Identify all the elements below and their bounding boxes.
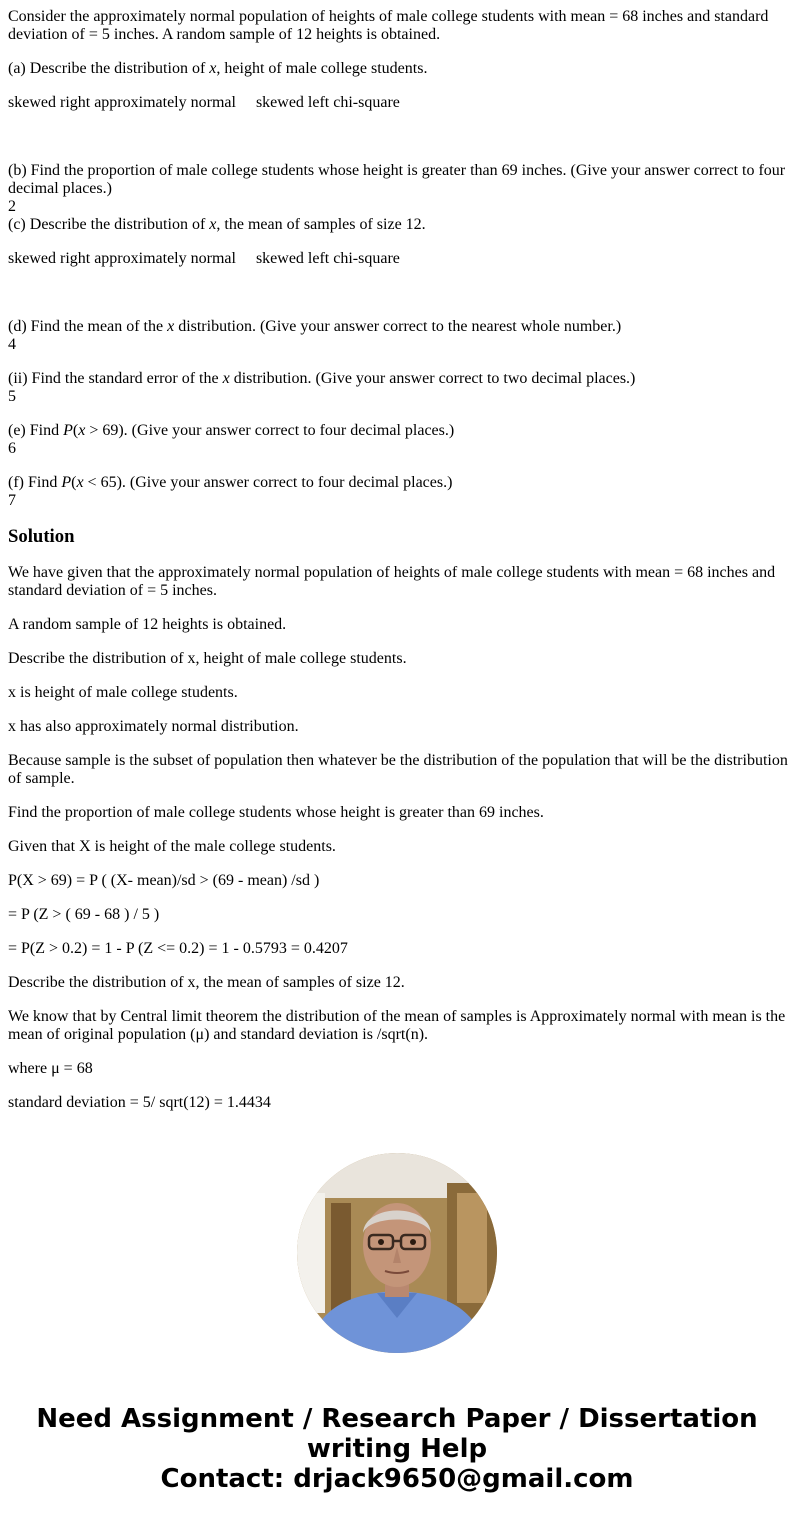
question-e-p: P xyxy=(63,422,73,439)
question-d-answer[interactable]: 4 xyxy=(8,336,16,353)
solution-heading: Solution xyxy=(8,526,75,547)
question-d2-var: x xyxy=(222,370,230,387)
question-c-prefix: (c) Describe the distribution of xyxy=(8,216,210,233)
question-f-prefix: (f) Find xyxy=(8,474,62,491)
solution-paragraph: Describe the distribution of x, height of male college students. xyxy=(8,650,407,667)
question-d2-answer[interactable]: 5 xyxy=(8,388,16,405)
question-b-answer[interactable]: 2 xyxy=(8,198,16,215)
question-a-var: x xyxy=(209,60,217,77)
question-a-prefix: (a) Describe the distribution of xyxy=(8,60,210,77)
question-d2-suffix: distribution. (Give your answer correct to two decimal places.) xyxy=(229,370,636,387)
solution-paragraph: Describe the distribution of x, the mean of samples of size 12. xyxy=(8,974,405,991)
question-a xyxy=(8,60,788,78)
solution-paragraph: We have given that the approximately normal population of heights of male college students with mean = 68 inches and standard deviation of = 5 inches. xyxy=(8,564,776,599)
question-d-prefix: (d) Find the mean of the xyxy=(8,318,168,335)
question-f-p: P xyxy=(61,474,72,491)
solution-paragraph: x is height of male college students. xyxy=(8,684,238,701)
solution-paragraph: x has also approximately normal distribution. xyxy=(8,718,299,735)
question-b: (b) Find the proportion of male college students whose height is greater than 69 inches. (Give your answer correct to four decimal places.) xyxy=(8,162,786,197)
question-d2-prefix: (ii) Find the standard error of the xyxy=(8,370,223,387)
solution-paragraph: Because sample is the subset of population then whatever be the distribution of the population that will be the distribution of sample. xyxy=(8,752,788,787)
question-f-open: ( xyxy=(71,474,77,491)
spacer xyxy=(8,128,788,162)
question-a-suffix: , height of male college students. xyxy=(216,60,428,77)
question-e xyxy=(8,422,788,440)
solution-paragraph: We know that by Central limit theorem the distribution of the mean of samples is Approximately normal with mean is the mean of original population (μ) and standard deviation is /sqrt(n). xyxy=(8,1008,786,1043)
solution-paragraph: Given that X is height of the male college students. xyxy=(8,838,336,855)
spacer xyxy=(8,284,788,318)
question-e-open: ( xyxy=(72,422,79,439)
question-e-answer[interactable]: 6 xyxy=(8,440,16,457)
solution-paragraph: standard deviation = 5/ sqrt(12) = 1.4434 xyxy=(8,1094,271,1111)
promo-contact[interactable]: Contact: drjack9650@gmail.com xyxy=(160,1464,634,1494)
solution-paragraph: = P (Z > ( 69 - 68 ) / 5 ) xyxy=(8,906,160,923)
solution-paragraph: Find the proportion of male college students whose height is greater than 69 inches. xyxy=(8,804,544,821)
question-e-prefix: (e) Find xyxy=(8,422,64,439)
question-e-rest: > 69). (Give your answer correct to four decimal places.) xyxy=(85,422,455,439)
promo-banner xyxy=(0,1404,794,1494)
solution-paragraph: where μ = 68 xyxy=(8,1060,93,1077)
question-d2 xyxy=(8,370,788,388)
solution-paragraph: A random sample of 12 heights is obtained. xyxy=(8,616,287,633)
question-c-options[interactable]: skewed right approximately normal skewed left chi-square xyxy=(8,250,400,267)
avatar-portrait-icon xyxy=(297,1153,497,1353)
avatar xyxy=(297,1153,497,1353)
solution-paragraph: = P(Z > 0.2) = 1 - P (Z <= 0.2) = 1 - 0.5793 = 0.4207 xyxy=(8,940,348,957)
promo-line-2: writing Help xyxy=(306,1434,488,1464)
question-d-suffix: distribution. (Give your answer correct to the nearest whole number.) xyxy=(174,318,622,335)
question-e-var: x xyxy=(78,422,86,439)
document xyxy=(8,8,788,1151)
question-d-var: x xyxy=(167,318,175,335)
question-a-options[interactable]: skewed right approximately normal skewed left chi-square xyxy=(8,94,400,111)
question-f-rest: < 65). (Give your answer correct to four decimal places.) xyxy=(83,474,453,491)
solution-paragraph: P(X > 69) = P ( (X- mean)/sd > (69 - mean) /sd ) xyxy=(8,872,320,889)
question-c-suffix: , the mean of samples of size 12. xyxy=(216,216,426,233)
question-f xyxy=(8,474,788,492)
question-d xyxy=(8,318,788,336)
solution-body xyxy=(8,564,788,1151)
promo-line-1: Need Assignment / Research Paper / Dissertation xyxy=(36,1404,758,1434)
question-c xyxy=(8,216,788,234)
question-c-var: x xyxy=(209,216,217,233)
question-f-answer[interactable]: 7 xyxy=(8,492,16,509)
question-f-var: x xyxy=(76,474,84,491)
question-intro: Consider the approximately normal population of heights of male college students with mean = 68 inches and standard deviation of = 5 inches. A random sample of 12 heights is obtained. xyxy=(8,8,769,43)
